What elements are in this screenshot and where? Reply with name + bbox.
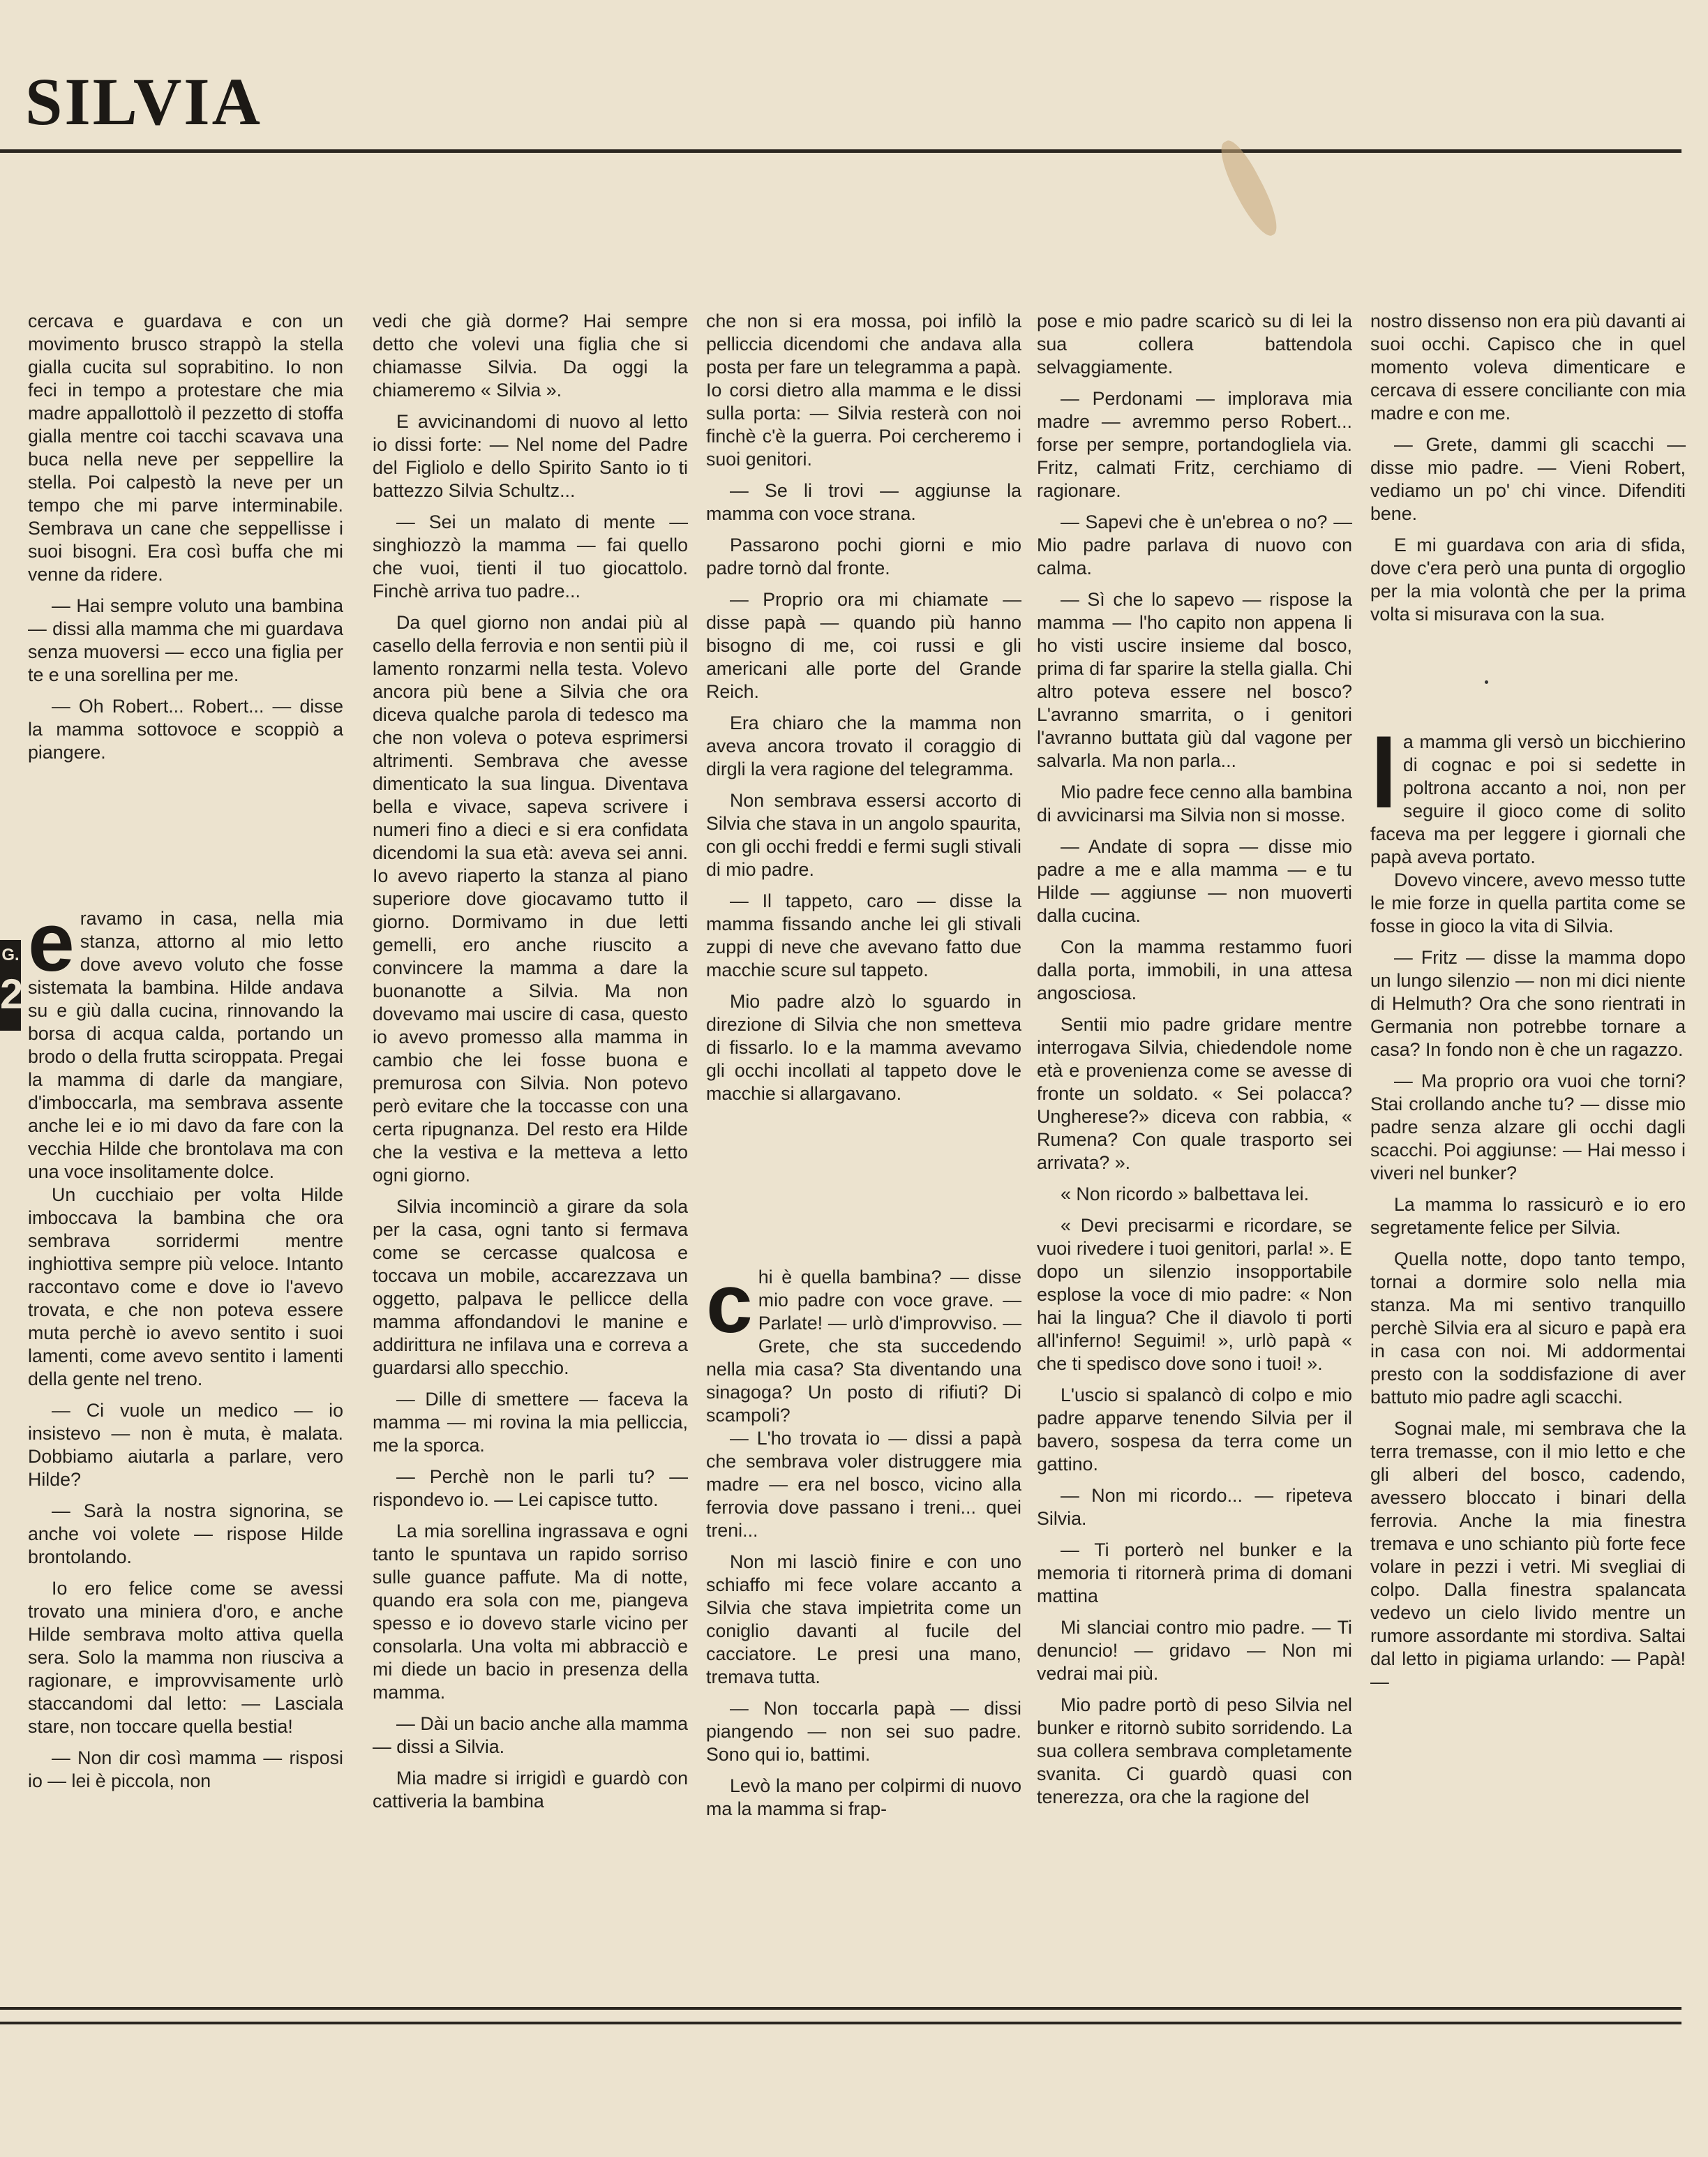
paragraph: — Grete, dammi gli scacchi — disse mio padre. — Vieni Robert, vediamo un po' chi vince. Difenditi bene. (1370, 434, 1686, 524)
paragraph: Sognai male, mi sembrava che la terra tremasse, con il mio letto e che gli alberi del bosco, cadendo, avessero bloccato i binari della ferrovia. Anche la mia finestra tremava e uno schianto più forte fece volare in pezzi i vetri. Mi svegliai di colpo. Dalla finestra spalancata vedevo un cielo livido mentre un rumore assordante mi stordiva. Saltai dal letto in pigiama urlando: — Papà! — (1370, 1418, 1686, 1692)
paragraph: Mia madre si irrigidì e guardò con cattiveria la bambina (373, 1768, 688, 1812)
paragraph: — Oh Robert... Robert... — disse la mamma sottovoce e scoppiò a piangere. (28, 696, 343, 763)
paragraph: pose e mio padre scaricò su di lei la sua collera battendola selvaggiamente. (1037, 311, 1352, 378)
drop-cap-l: l (1370, 719, 1398, 828)
column-1-rest (28, 1184, 343, 1793)
page-number-tab (0, 940, 24, 1031)
column-3-top (706, 310, 1021, 1105)
drop-cap-c: c (706, 1257, 753, 1350)
column-5-rest (1370, 869, 1686, 1694)
paragraph: Levò la mano per colpirmi di nuovo ma la mamma si frap- (706, 1775, 1021, 1819)
section-start-1 (28, 895, 343, 1184)
paragraph: Silvia incominciò a girare da sola per la casa, ogni tanto si fermava come se cercasse qualcosa e toccava un mobile, accarezzava un oggetto, palpava le pellicce della mamma affondandovi le manine e addirittura ne infilava una e correva a guardarsi allo specchio. (373, 1196, 688, 1378)
paragraph: — Sei un malato di mente — singhiozzò la mamma — fai quello che vuoi, tienti il tuo giocattolo. Finchè arriva tuo padre... (373, 512, 688, 602)
paragraph: Sentii mio padre gridare mentre interrogava Silvia, chiedendole nome età e provenienza come se avesse di fronte un soldato. « Sei polacca? Ungherese?» diceva con rabbia, « Rumena? Con quale trasporto sei arrivata? ». (1037, 1014, 1352, 1173)
column-5-top (1370, 310, 1686, 626)
text-column-1 (28, 310, 343, 1793)
paragraph: cercava e guardava e con un movimento brusco strappò la stella gialla cucita sul soprabitino. Io non feci in tempo a protestare che mia madre appallottolò il pezzetto di stoffa gialla mentre coi tacchi scavava una buca nella neve per seppellire la stella. Poi calpestò la neve per un tempo che mi parve interminabile. Sembrava un cane che seppellisse i suoi bisogni. Era così buffa che mi venne da ridere. (28, 311, 343, 585)
text-column-3 (706, 310, 1021, 1821)
paragraph: — Non toccarla papà — dissi piangendo — non sei suo padre. Sono qui io, battimi. (706, 1698, 1021, 1765)
paragraph: Era chiaro che la mamma non aveva ancora trovato il coraggio di dirgli la vera ragione del telegramma. (706, 712, 1021, 779)
paragraph: Io ero felice come se avessi trovato una miniera d'oro, e anche Hilde sembrava molto attiva quella sera. Solo la mamma non riusciva a ragionare, e improvvisamente urlò staccandomi dal letto: — Lasciala stare, non toccare quella bestia! (28, 1578, 343, 1737)
drop-cap-e: e (28, 895, 75, 989)
paragraph: — Ti porterò nel bunker e la memoria ti ritornerà prima di domani mattina (1037, 1539, 1352, 1606)
bottom-rule-1 (0, 2007, 1681, 2010)
top-rule (0, 149, 1681, 153)
text-column-5 (1370, 310, 1686, 1694)
paragraph: — Non dir così mamma — risposi io — lei è piccola, non (28, 1747, 343, 1791)
page-title: SILVIA (25, 64, 262, 139)
paragraph: — Se li trovi — aggiunse la mamma con voce strana. (706, 480, 1021, 524)
paragraph: — Ma proprio ora vuoi che torni? Stai crollando anche tu? — disse mio padre senza alzare gli occhi dagli scacchi. Poi aggiunse: — Hai messo i viveri nel bunker? (1370, 1070, 1686, 1184)
text-column-4 (1037, 310, 1352, 1809)
paragraph: Un cucchiaio per volta Hilde imboccava la bambina che ora sembrava sorridermi mentre inghiottiva sempre più veloce. Intanto raccontavo come e dove io l'avevo trovata, e che non poteva essere muta perchè io avevo sentito i suoi lamenti, come avevo sentito i lamenti della gente nel treno. (28, 1184, 343, 1389)
section-1-lead-text: ravamo in casa, nella mia stanza, attorno al mio letto dove avevo voluto che fosse sistemata la bambina. Hilde andava su e giù dalla cucina, rinnovando la borsa di acqua calda, portando un brodo o della frutta sciroppata. Pregai la mamma di darle da mangiare, d'imboccarla, ma sembrava assente anche lei e io mi davo da fare con la vecchia Hilde che brontolava ma con una voce insolitamente dolce. (28, 908, 343, 1182)
page-number: 2 (0, 971, 24, 1017)
section-start-3 (1370, 719, 1686, 869)
paragraph: — Fritz — disse la mamma dopo un lungo silenzio — non mi dici niente di Helmuth? Ora che sono rientrati in Germania non potrebbe tornare a casa? In fondo non è che un ragazzo. (1370, 947, 1686, 1060)
paragraph: — Il tappeto, caro — disse la mamma fissando anche lei gli stivali zuppi di neve che avevano fatto due macchie scure sul tappeto. (706, 890, 1021, 980)
paragraph: — L'ho trovata io — dissi a papà che sembrava voler distruggere mia madre — era nel bosco, vicino alla ferrovia dove passano i treni... quei treni... (706, 1428, 1021, 1541)
paragraph: — Sì che lo sapevo — rispose la mamma — l'ho capito non appena li ho visti uscire insieme dal bosco, prima di far sparire la stella gialla. Chi altro poteva essere nel bosco? L'avranno smarrita, o i genitori l'avranno buttata giù dal vagone per salvarla. Ma non parla... (1037, 589, 1352, 771)
bottom-rule-2 (0, 2022, 1681, 2024)
paragraph: Quella notte, dopo tanto tempo, tornai a dormire solo nella mia stanza. Ma mi sentivo tranquillo perchè Silvia era al sicuro e papà era in casa con noi. Mi addormentai presto con la soddisfazione di aver battuto mio padre agli scacchi. (1370, 1248, 1686, 1408)
paragraph: Mi slanciai contro mio padre. — Ti denuncio! — gridavo — Non mi vedrai mai più. (1037, 1617, 1352, 1684)
paragraph: La mia sorellina ingrassava e ogni tanto le spuntava un rapido sorriso sulle guance paffute. Ma di notte, quando era sola con me, piangeva spesso e io dovevo starle vicino per consolarla. Una volta mi abbracciò e mi diede un bacio in presenza della mamma. (373, 1521, 688, 1703)
paragraph: — Dài un bacio anche alla mamma — dissi a Silvia. (373, 1713, 688, 1757)
section-2-lead-text: hi è quella bambina? — disse mio padre con voce grave. — Parlate! — urlò d'improvviso. — Grete, che sta succedendo nella mia casa? Sta diventando una sinagoga? Un posto di rifiuti? Di scampoli? (706, 1267, 1021, 1426)
paragraph: — Ci vuole un medico — io insistevo — non è muta, è malata. Dobbiamo aiutarla a parlare, vero Hilde? (28, 1400, 343, 1490)
paragraph: Non mi lasciò finire e con uno schiaffo mi fece volare accanto a Silvia che stava impietrita come un coniglio davanti al fucile del cacciatore. Le presi una mano, tremava tutta. (706, 1551, 1021, 1687)
paragraph: — Perchè non le parli tu? — rispondevo io. — Lei capisce tutto. (373, 1466, 688, 1510)
section-start-2 (706, 1257, 1021, 1427)
paragraph: « Non ricordo » balbettava lei. (1061, 1184, 1310, 1204)
paragraph: — Proprio ora mi chiamate — disse papà — quando più hanno bisogno di me, coi russi e gli americani alle porte del Grande Reich. (706, 589, 1021, 702)
paragraph: — Non mi ricordo... — ripeteva Silvia. (1037, 1485, 1352, 1529)
column-4-body (1037, 310, 1352, 1809)
paragraph: — Sarà la nostra signorina, se anche voi volete — rispose Hilde brontolando. (28, 1500, 343, 1567)
paragraph: Con la mamma restammo fuori dalla porta, immobili, in una attesa angosciosa. (1037, 936, 1352, 1003)
section-3-lead-text: a mamma gli versò un bicchierino di cognac e poi si sedette in poltrona accanto a noi, non per seguire il gioco come di solito faceva ma per leggere i giornali che papà aveva portato. (1370, 731, 1686, 867)
paragraph: L'uscio si spalancò di colpo e mio padre apparve tenendo Silvia per il bavero, sospesa da terra come un gattino. (1037, 1384, 1352, 1475)
paragraph: Mio padre fece cenno alla bambina di avvicinarsi ma Silvia non si mosse. (1037, 782, 1352, 826)
page-number-label: G. (1, 946, 20, 964)
paragraph: « Devi precisarmi e ricordare, se vuoi rivedere i tuoi genitori, parla! ». E dopo un silenzio insopportabile esplose la voce di mio padre: « Non hai la lingua? Che il diavolo ti porti all'inferno! Seguimi! », urlò papà « che ti spedisco dove sono i tuoi! ». (1037, 1215, 1352, 1374)
paragraph: che non si era mossa, poi infilò la pelliccia dicendomi che andava alla posta per fare un telegramma a papà. Io corsi dietro alla mamma e le dissi sulla porta: — Silvia resterà con noi finchè c'è la guerra. Poi cercheremo i suoi genitori. (706, 311, 1021, 470)
paragraph: — Hai sempre voluto una bambina — dissi alla mamma che mi guardava senza muoversi — ecco una figlia per te e una sorellina per me. (28, 595, 343, 685)
column-3-rest (706, 1427, 1021, 1821)
text-column-2 (373, 310, 688, 1813)
paragraph: — Sapevi che è un'ebrea o no? — Mio padre parlava di nuovo con calma. (1037, 512, 1352, 579)
paragraph: Mio padre portò di peso Silvia nel bunker e ritornò subito sorridendo. La sua collera sembrava completamente svanita. Ci guardò quasi con tenerezza, ora che la ragione del (1037, 1694, 1352, 1807)
section-dot (1485, 680, 1488, 684)
paragraph: E avvicinandomi di nuovo al letto io dissi forte: — Nel nome del Padre del Figliolo e dello Spirito Santo io ti battezzo Silvia Schultz... (373, 411, 688, 501)
paragraph: vedi che già dorme? Hai sempre detto che volevi una figlia che si chiamasse Silvia. Da oggi la chiameremo « Silvia ». (373, 311, 688, 401)
paragraph: Mio padre alzò lo sguardo in direzione di Silvia che non smetteva di fissarlo. Io e la mamma avevamo gli occhi incollati al tappeto dove le macchie si allargavano. (706, 991, 1021, 1104)
paragraph: Non sembrava essersi accorto di Silvia che stava in un angolo spaurita, con gli occhi freddi e fermi sugli stivali di mio padre. (706, 790, 1021, 880)
paragraph: E mi guardava con aria di sfida, dove c'era però una punta di orgoglio per la mia volontà che per la prima volta si misurava con la sua. (1370, 535, 1686, 625)
paragraph: — Dille di smettere — faceva la mamma — mi rovina la mia pelliccia, me la sporca. (373, 1389, 688, 1456)
paragraph: Da quel giorno non andai più al casello della ferrovia e non sentii più il lamento ronzarmi nella testa. Volevo ancora più bene a Silvia che ora diceva qualche parola di tedesco ma che non voleva o poteva esprimersi altrimenti. Sembrava che avesse dimenticato la sua lingua. Diventava bella e vivace, sapeva scrivere i numeri fino a dieci e si era confidata dicendomi la sua età: aveva sei anni. Io avevo riaperto la stanza al piano superiore dove giocavamo tutto il giorno. Dormivamo in due letti gemelli, ero anche riuscito a convincere la mamma a dare la buonanotte a Silvia. Ma non dovevamo mai uscire di casa, questo io avevo promesso alla mamma in cambio che lei fosse buona e premurosa con Silvia. Non potevo però evitare che la toccasse con una certa ripugnanza. Del resto era Hilde che la vestiva e la metteva a letto ogni giorno. (373, 612, 688, 1186)
column-1-top (28, 310, 343, 764)
paragraph: La mamma lo rassicurò e io ero segretamente felice per Silvia. (1370, 1194, 1686, 1238)
paragraph: — Perdonami — implorava mia madre — avremmo perso Robert... forse per sempre, portandogliela via. Fritz, calmati Fritz, cerchiamo di ragionare. (1037, 388, 1352, 501)
paragraph: nostro dissenso non era più davanti ai suoi occhi. Capisco che in quel momento voleva dimenticare e cercava di essere conciliante con mia madre e con me. (1370, 311, 1686, 424)
paragraph: Passarono pochi giorni e mio padre tornò dal fronte. (706, 535, 1021, 579)
paragraph: Dovevo vincere, avevo messo tutte le mie forze in quella partita come se fosse in gioco la vita di Silvia. (1370, 869, 1686, 936)
column-2-body (373, 310, 688, 1813)
paragraph: — Andate di sopra — disse mio padre a me e alla mamma — e tu Hilde — aggiunse — non muoverti dalla cucina. (1037, 836, 1352, 926)
